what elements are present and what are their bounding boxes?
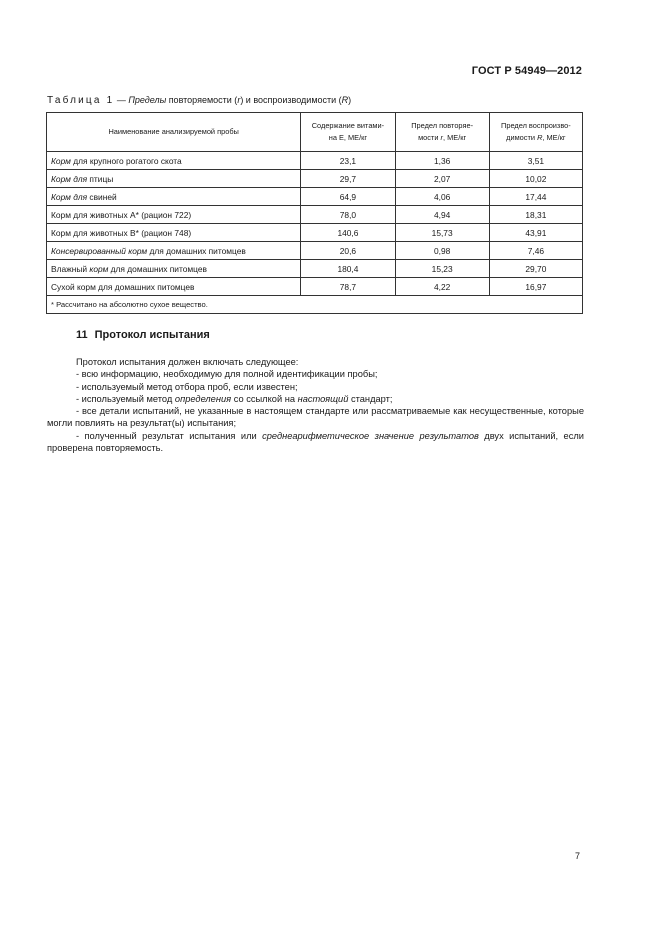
list-item-italic: определения <box>174 393 232 404</box>
header-vitamin-line2: на Е, МЕ/кг <box>328 133 368 142</box>
standard-code: ГОСТ Р 54949—2012 <box>471 65 582 77</box>
list-item <box>47 430 584 455</box>
cell-sample <box>47 260 301 278</box>
cell-vitamin: 64,9 <box>301 188 395 206</box>
cell-reproducibility: 17,44 <box>489 188 582 206</box>
table-caption <box>47 95 351 106</box>
cell-sample-text: для домашних питомцев <box>108 263 207 274</box>
cell-sample-text: свиней <box>87 191 117 202</box>
cell-repeatability: 4,22 <box>395 278 489 296</box>
cell-sample <box>47 188 301 206</box>
list-item-text: - полученный результат испытания или <box>76 430 263 441</box>
cell-vitamin: 20,6 <box>301 242 395 260</box>
cell-vitamin: 140,6 <box>301 224 395 242</box>
list-item-italic: настоящий <box>297 393 349 404</box>
section-heading <box>76 329 210 341</box>
list-item-text: двух испытаний, если проверена повторяемость. <box>47 430 584 454</box>
table-caption-text-2: ) и воспроизводимости ( <box>240 95 342 105</box>
cell-repeatability: 1,36 <box>395 152 489 170</box>
table-footnote-row <box>47 296 583 314</box>
repeatability-table <box>46 112 583 314</box>
cell-repeatability: 15,23 <box>395 260 489 278</box>
table-footnote: * Рассчитано на абсолютно сухое вещество. <box>47 296 583 314</box>
cell-reproducibility: 10,02 <box>489 170 582 188</box>
table-row <box>47 152 583 170</box>
cell-sample <box>47 206 301 224</box>
cell-reproducibility: 43,91 <box>489 224 582 242</box>
cell-sample-pre: Влажный <box>51 263 90 274</box>
cell-sample <box>47 170 301 188</box>
header-repeatability-line2a: мости <box>418 133 441 142</box>
header-reproducibility-line1: Предел воспроизво- <box>501 121 571 130</box>
header-vitamin-content <box>301 113 395 152</box>
section-intro: Протокол испытания должен включать следующее: <box>76 357 299 367</box>
header-reproducibility-line2a: димости <box>506 133 538 142</box>
table-caption-italic-3: R <box>341 95 349 105</box>
cell-sample-text: Корм для животных В* (рацион 748) <box>51 227 192 238</box>
header-repeatability-line2b: , МЕ/кг <box>443 133 467 142</box>
list-item: - используемый метод отбора проб, если известен; <box>76 381 298 392</box>
header-sample-name: Наименование анализируемой пробы <box>47 113 301 152</box>
cell-repeatability: 2,07 <box>395 170 489 188</box>
cell-vitamin: 29,7 <box>301 170 395 188</box>
header-reproducibility-symbol: R <box>537 133 543 142</box>
cell-sample <box>47 242 301 260</box>
section-title: Протокол испытания <box>94 329 210 341</box>
table-caption-italic-1: Пределы <box>128 95 167 105</box>
table-header-row <box>47 113 583 152</box>
list-item-text: - используемый метод <box>76 393 175 404</box>
table-row <box>47 224 583 242</box>
table-caption-text-1: повторяемости ( <box>166 95 238 105</box>
list-item: - всю информацию, необходимую для полной идентификации пробы; <box>76 369 378 380</box>
cell-sample-text: для крупного рогатого скота <box>70 155 182 166</box>
table-row <box>47 170 583 188</box>
cell-sample-italic: Консервированный корм <box>51 245 148 256</box>
table-row <box>47 206 583 224</box>
cell-repeatability: 4,06 <box>395 188 489 206</box>
list-item <box>76 393 584 405</box>
cell-reproducibility: 3,51 <box>489 152 582 170</box>
cell-vitamin: 23,1 <box>301 152 395 170</box>
header-reproducibility <box>489 113 582 152</box>
cell-sample-text: для домашних питомцев <box>147 245 246 256</box>
header-repeatability-line1: Предел повторяе- <box>411 121 474 130</box>
section-number: 11 <box>76 329 88 341</box>
cell-repeatability: 4,94 <box>395 206 489 224</box>
page-number: 7 <box>574 851 580 861</box>
cell-reproducibility: 16,97 <box>489 278 582 296</box>
cell-sample-text: Корм для животных А* (рацион 722) <box>51 209 192 220</box>
table-row <box>47 242 583 260</box>
list-item-text: стандарт; <box>348 393 393 404</box>
cell-sample-text: птицы <box>87 173 114 184</box>
list-item-italic: среднеарифметическое значение результатов <box>262 430 479 441</box>
header-repeatability <box>395 113 489 152</box>
table-caption-dash: — <box>114 95 129 105</box>
cell-reproducibility: 18,31 <box>489 206 582 224</box>
cell-repeatability: 15,73 <box>395 224 489 242</box>
cell-sample <box>47 224 301 242</box>
list-item: - все детали испытаний, не указанные в настоящем стандарте или рассматриваемые как несущественные, которые могли повлиять на результат(ы) испытания; <box>47 406 584 429</box>
header-vitamin-line1: Содержание витами- <box>311 121 385 130</box>
cell-sample <box>47 278 301 296</box>
cell-sample-italic: корм <box>89 263 109 274</box>
cell-reproducibility: 7,46 <box>489 242 582 260</box>
cell-sample-italic: Корм для <box>51 191 88 202</box>
cell-vitamin: 78,0 <box>301 206 395 224</box>
cell-vitamin: 180,4 <box>301 260 395 278</box>
header-reproducibility-line2b: , МЕ/кг <box>542 133 566 142</box>
cell-sample-italic: Корм <box>51 155 71 166</box>
section-body <box>47 356 584 454</box>
cell-sample-italic: Корм для <box>51 173 88 184</box>
cell-reproducibility: 29,70 <box>489 260 582 278</box>
table-caption-italic-2: r <box>237 95 241 105</box>
cell-repeatability: 0,98 <box>395 242 489 260</box>
list-item-text: со ссылкой на <box>231 393 298 404</box>
table-caption-text-3: ) <box>348 95 352 105</box>
table-row <box>47 278 583 296</box>
cell-sample-text: Сухой корм для домашних питомцев <box>51 281 195 292</box>
cell-vitamin: 78,7 <box>301 278 395 296</box>
table-caption-prefix: Таблица 1 <box>47 95 115 106</box>
cell-sample <box>47 152 301 170</box>
table-row <box>47 260 583 278</box>
table-row <box>47 188 583 206</box>
header-repeatability-symbol: r <box>440 133 444 142</box>
